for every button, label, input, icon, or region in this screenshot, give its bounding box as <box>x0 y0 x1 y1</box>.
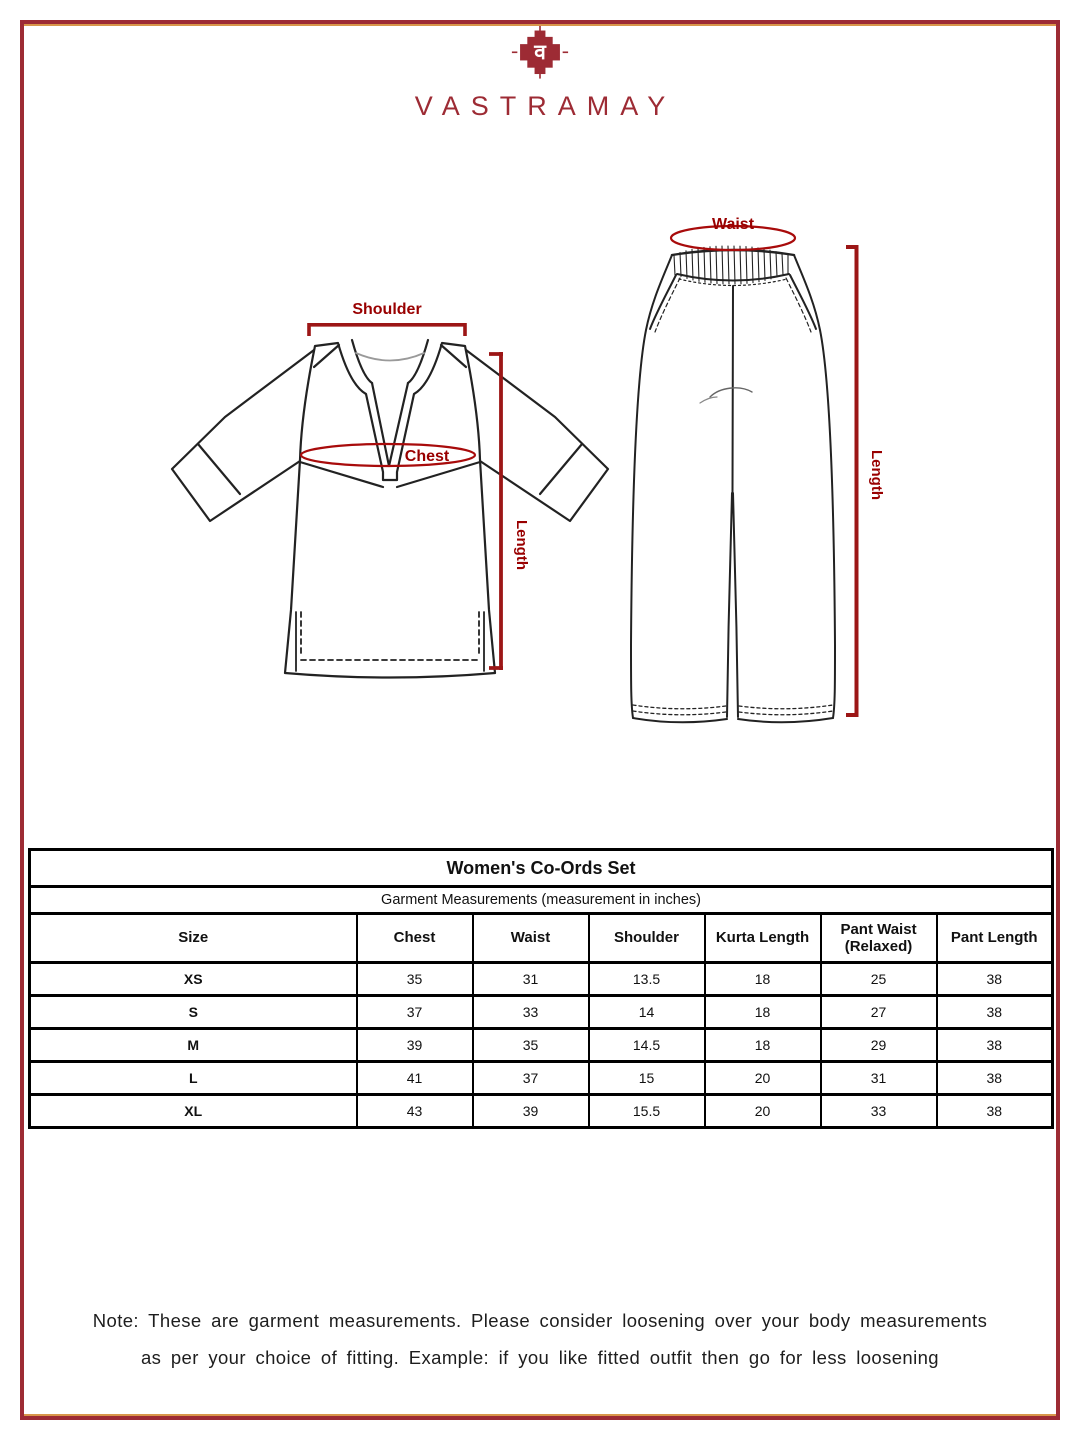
kurta-length-value: 20 <box>705 1062 821 1095</box>
col-header-pant-waist: Pant Waist (Relaxed) <box>821 914 937 963</box>
pant-length-value: 38 <box>937 996 1053 1029</box>
kurta-length-label: Length <box>513 520 530 570</box>
table-row <box>30 1029 1053 1062</box>
shoulder-value: 15.5 <box>589 1095 705 1128</box>
size-value: L <box>30 1062 357 1095</box>
table-row <box>30 1095 1053 1128</box>
waist-value: 31 <box>473 963 589 996</box>
table-row <box>30 996 1053 1029</box>
brand-logo <box>0 26 1080 122</box>
size-chart-table <box>28 848 1054 1129</box>
chest-value: 39 <box>357 1029 473 1062</box>
size-value: M <box>30 1029 357 1062</box>
note-line-1: Note: These are garment measurements. Please consider loosening over your body measurements <box>92 1310 988 1331</box>
shoulder-label: Shoulder <box>352 301 422 318</box>
shoulder-value: 13.5 <box>589 963 705 996</box>
pant-waist-value: 25 <box>821 963 937 996</box>
size-value: XS <box>30 963 357 996</box>
pant-length-label: Length <box>868 450 885 500</box>
emblem-character: व <box>534 40 546 65</box>
chest-label: Chest <box>404 448 450 465</box>
waist-value: 39 <box>473 1095 589 1128</box>
col-header-waist: Waist <box>473 914 589 963</box>
table-title: Women's Co-Ords Set <box>30 850 1053 887</box>
measurement-note <box>40 1302 1040 1376</box>
chest-value: 35 <box>357 963 473 996</box>
shoulder-value: 14 <box>589 996 705 1029</box>
pant-length-measure-bracket <box>846 245 858 717</box>
col-header-kurta-length: Kurta Length <box>705 914 821 963</box>
table-subtitle: Garment Measurements (measurement in inches) <box>30 887 1053 914</box>
pants-measurement-diagram <box>600 195 900 735</box>
table-header-row <box>30 914 1053 963</box>
kurta-length-value: 20 <box>705 1095 821 1128</box>
chest-value: 41 <box>357 1062 473 1095</box>
kurta-length-value: 18 <box>705 996 821 1029</box>
col-header-size: Size <box>30 914 357 963</box>
pant-waist-value: 33 <box>821 1095 937 1128</box>
table-row <box>30 1062 1053 1095</box>
shoulder-measure-bracket <box>309 323 465 336</box>
pant-waist-value: 31 <box>821 1062 937 1095</box>
pant-length-value: 38 <box>937 1062 1053 1095</box>
size-value: S <box>30 996 357 1029</box>
note-line-2: as per your choice of fitting. Example: if you like fitted outfit then go for less loosening <box>140 1347 939 1368</box>
waist-value: 33 <box>473 996 589 1029</box>
col-header-pant-length: Pant Length <box>937 914 1053 963</box>
pant-waist-value: 27 <box>821 996 937 1029</box>
page-border-frame <box>20 20 1060 1420</box>
kurta-measurement-diagram <box>150 290 630 710</box>
kurta-length-value: 18 <box>705 1029 821 1062</box>
col-header-chest: Chest <box>357 914 473 963</box>
waist-value: 37 <box>473 1062 589 1095</box>
waist-value: 35 <box>473 1029 589 1062</box>
shoulder-value: 15 <box>589 1062 705 1095</box>
size-value: XL <box>30 1095 357 1128</box>
brand-name: VASTRAMAY <box>414 91 677 121</box>
pant-waist-value: 29 <box>821 1029 937 1062</box>
chest-value: 37 <box>357 996 473 1029</box>
kurta-length-value: 18 <box>705 963 821 996</box>
waist-label: Waist <box>711 216 755 233</box>
pant-length-value: 38 <box>937 963 1053 996</box>
pant-length-value: 38 <box>937 1029 1053 1062</box>
chest-value: 43 <box>357 1095 473 1128</box>
shoulder-value: 14.5 <box>589 1029 705 1062</box>
pant-length-value: 38 <box>937 1095 1053 1128</box>
col-header-shoulder: Shoulder <box>589 914 705 963</box>
table-row <box>30 963 1053 996</box>
brand-emblem-icon <box>511 26 569 84</box>
